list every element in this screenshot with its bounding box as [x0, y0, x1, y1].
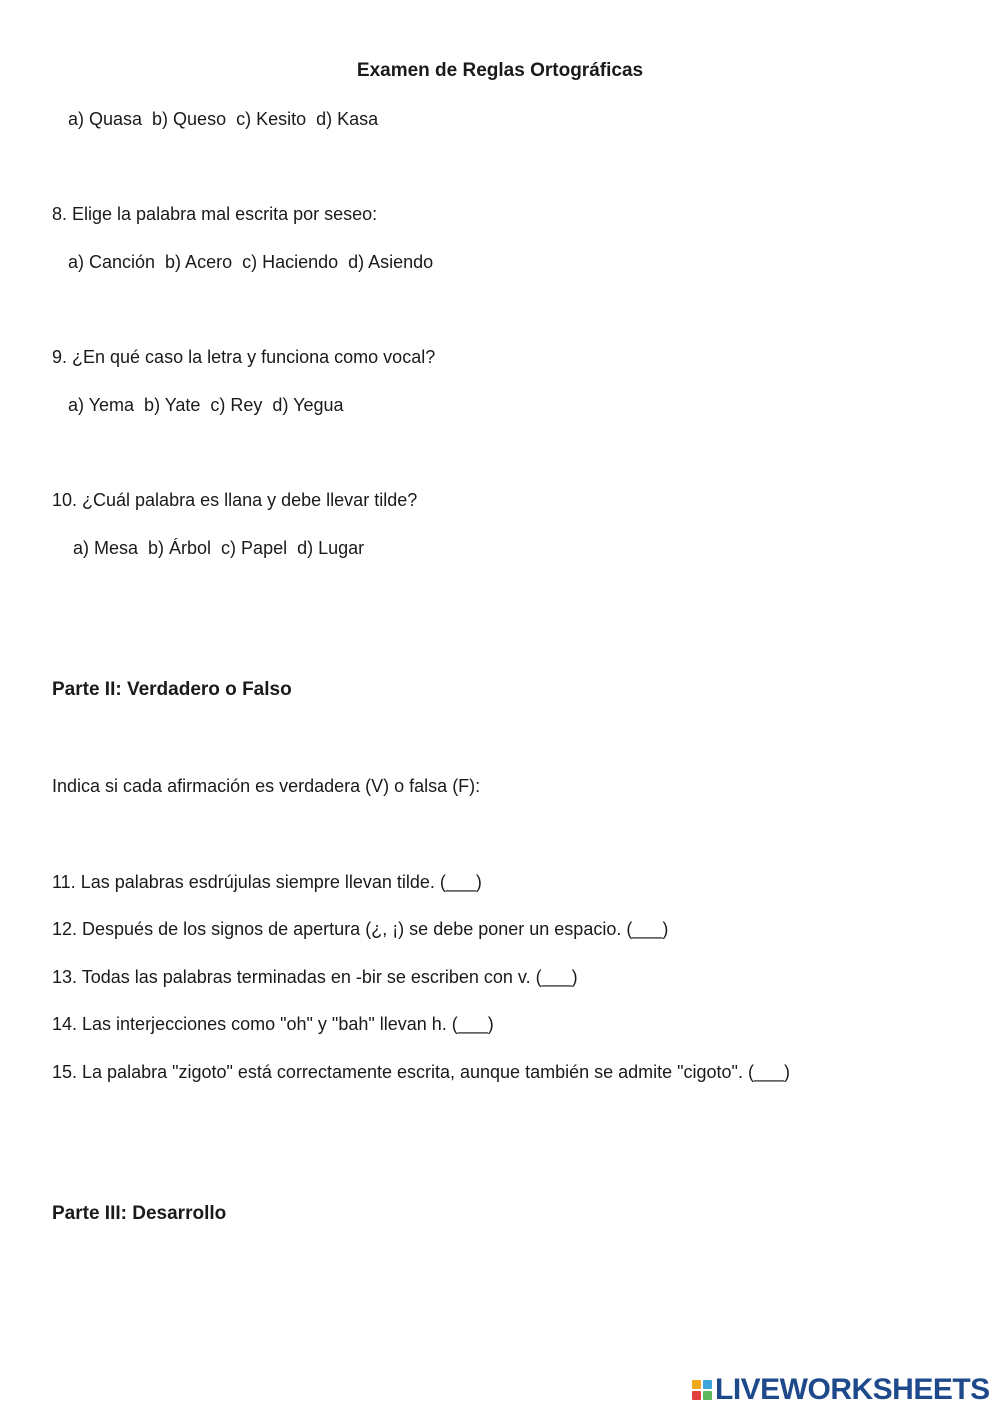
logo-square-icon [703, 1380, 712, 1389]
liveworksheets-logo [692, 1374, 990, 1406]
part-2-heading: Parte II: Verdadero o Falso [52, 679, 292, 700]
page-title: Examen de Reglas Ortográficas [356, 60, 644, 81]
question-9-options: a) Yema b) Yate c) Rey d) Yegua [68, 395, 344, 415]
true-false-item: 14. Las interjecciones como "oh" y "bah" llevan h. (___) [52, 1014, 494, 1034]
logo-square-icon [692, 1391, 701, 1400]
true-false-item: 11. Las palabras esdrújulas siempre llevan tilde. (___) [52, 872, 482, 892]
question-8: 8. Elige la palabra mal escrita por seseo: [52, 204, 378, 224]
question-8-options: a) Canción b) Acero c) Haciendo d) Asiendo [68, 252, 434, 272]
part-3-heading: Parte III: Desarrollo [52, 1203, 227, 1224]
question-7-options: a) Quasa b) Queso c) Kesito d) Kasa [68, 109, 379, 129]
liveworksheets-logo-text: LIVEWORKSHEETS [715, 1373, 990, 1406]
question-10: 10. ¿Cuál palabra es llana y debe llevar tilde? [52, 490, 418, 510]
logo-square-icon [703, 1391, 712, 1400]
liveworksheets-logo-icon [692, 1380, 712, 1400]
question-10-options: a) Mesa b) Árbol c) Papel d) Lugar [73, 538, 365, 558]
true-false-item: 12. Después de los signos de apertura (¿, ¡) se debe poner un espacio. (___) [52, 919, 669, 939]
logo-square-icon [692, 1380, 701, 1389]
question-9: 9. ¿En qué caso la letra y funciona como vocal? [52, 347, 436, 367]
true-false-item: 15. La palabra "zigoto" está correctamente escrita, aunque también se admite "cigoto". (___) [52, 1062, 790, 1082]
true-false-item: 13. Todas las palabras terminadas en -bir se escriben con v. (___) [52, 967, 578, 987]
part-2-instruction: Indica si cada afirmación es verdadera (V) o falsa (F): [52, 776, 481, 796]
